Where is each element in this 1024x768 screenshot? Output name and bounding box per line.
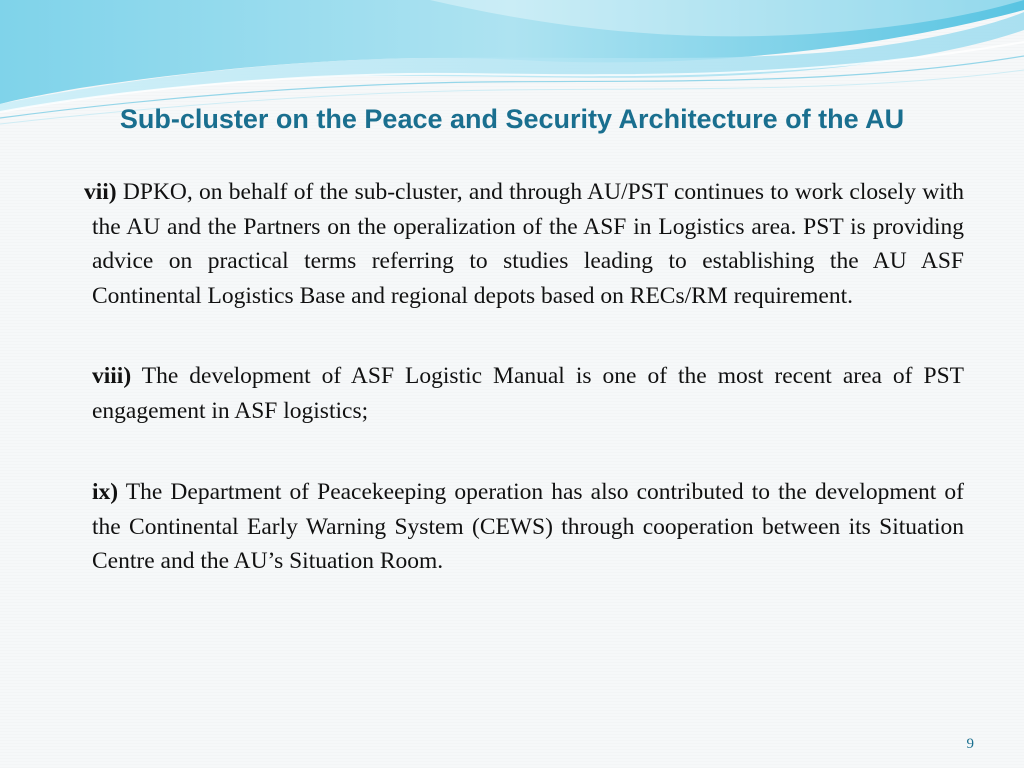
paragraph-number: vii) — [84, 179, 117, 205]
slide-title: Sub-cluster on the Peace and Security Architecture of the AU — [119, 104, 905, 134]
paragraph-number: ix) — [92, 479, 119, 505]
paragraph-viii — [92, 359, 964, 428]
paragraph-text: DPKO, on behalf of the sub-cluster, and through AU/PST continues to work closely with the AU and the Partners on the operalization of the ASF in Logistics area. PST is providing advice on practical terms referring to studies leading to establishing the AU ASF Continental Logistics Base and regional depots based on RECs/RM requirement. — [92, 179, 964, 309]
paragraph-vii — [84, 175, 964, 313]
paragraph-text: The development of ASF Logistic Manual is one of the most recent area of PST engagement in ASF logistics; — [92, 363, 964, 424]
page-number: 9 — [966, 736, 974, 752]
slide-body — [84, 175, 964, 579]
paragraph-ix — [92, 475, 964, 579]
paragraph-text: The Department of Peacekeeping operation has also contributed to the development of the Continental Early Warning System (CEWS) through cooperation between its Situation Centre and the AU’s Situation Room. — [92, 479, 964, 574]
paragraph-number: viii) — [92, 363, 132, 389]
